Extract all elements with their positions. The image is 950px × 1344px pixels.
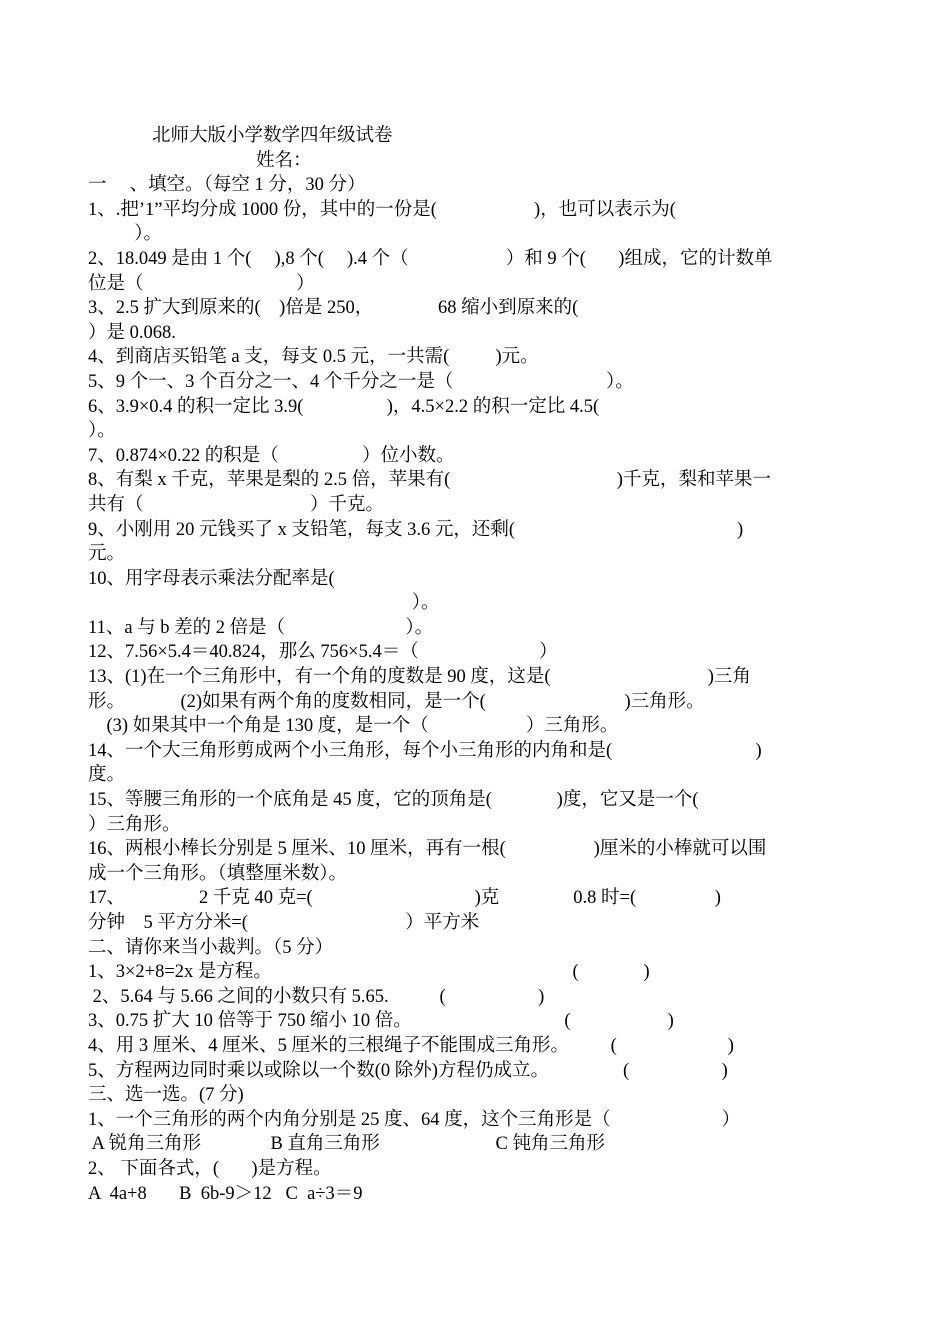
judge-2: 2、5.64 与 5.66 之间的小数只有 5.65. ( ) <box>88 986 545 1007</box>
question-2: 2、18.049 是由 1 个( ),8 个( ).4 个（ ）和 9 个( )组成，它的计数单 <box>88 248 773 269</box>
section-3-heading: 三、选一选。(7 分) <box>88 1085 244 1106</box>
question-3-cont: ）是 0.068. <box>88 322 176 343</box>
question-13-part-3: (3) 如果其中一个角是 130 度，是一个（ ）三角形。 <box>88 716 619 737</box>
question-11: 11、a 与 b 差的 2 倍是（ ）。 <box>88 617 434 638</box>
question-15-cont: ）三角形。 <box>88 814 181 835</box>
question-2-cont: 位是（ ） <box>88 273 315 294</box>
question-15: 15、等腰三角形的一个底角是 45 度，它的顶角是( )度，它又是一个( <box>88 790 699 811</box>
question-10-cont: ）。 <box>88 593 440 614</box>
judge-4: 4、用 3 厘米、4 厘米、5 厘米的三根绳子不能围成三角形。 ( ) <box>88 1035 734 1056</box>
question-1: 1、.把’1”平均分成 1000 份，其中的一份是( )，也可以表示为( <box>88 199 676 220</box>
choice-2-options: A 4a+8 B 6b-9＞12 C a÷3＝9 <box>88 1183 363 1204</box>
question-8: 8、有梨 x 千克，苹果是梨的 2.5 倍，苹果有( )千克，梨和苹果一 <box>88 470 771 491</box>
exam-title: 北师大版小学数学四年级试卷 <box>152 126 393 146</box>
name-label: 姓名： <box>256 150 312 171</box>
question-13: 13、(1)在一个三角形中，有一个角的度数是 90 度，这是( )三角 <box>88 667 751 688</box>
judge-5: 5、方程两边同时乘以或除以一个数(0 除外)方程仍成立。 ( ) <box>88 1060 728 1081</box>
question-4: 4、到商店买铅笔 a 支，每支 0.5 元，一共需( )元。 <box>88 347 539 368</box>
question-14-cont: 度。 <box>88 765 126 786</box>
question-3: 3、2.5 扩大到原来的( )倍是 250， 68 缩小到原来的( <box>88 298 579 319</box>
section-1-heading: 一 、填空。（每空 1 分，30 分） <box>88 175 366 196</box>
question-1-cont: ）。 <box>88 224 163 245</box>
question-9-cont: 元。 <box>88 544 126 565</box>
judge-1: 1、3×2+8=2x 是方程。 ( ) <box>88 962 650 983</box>
question-5: 5、9 个一、3 个百分之一、4 个千分之一是（ ）。 <box>88 371 634 392</box>
question-16: 16、两根小棒长分别是 5 厘米、10 厘米，再有一根( )厘米的小棒就可以围 <box>88 839 767 860</box>
question-17-cont: 分钟 5 平方分米=( ）平方米 <box>88 913 480 933</box>
question-7: 7、0.874×0.22 的积是（ ）位小数。 <box>88 445 455 466</box>
question-6: 6、3.9×0.4 的积一定比 3.9( )，4.5×2.2 的积一定比 4.5( <box>88 396 600 417</box>
choice-1: 1、一个三角形的两个内角分别是 25 度、64 度，这个三角形是（ ） <box>88 1109 741 1130</box>
choice-1-options: A 锐角三角形 B 直角三角形 C 钝角三角形 <box>88 1134 605 1155</box>
question-12: 12、7.56×5.4＝40.824，那么 756×5.4＝（ ） <box>88 642 558 663</box>
choice-2: 2、 下面各式，( )是方程。 <box>88 1158 332 1179</box>
section-2-heading: 二、请你来当小裁判。（5 分） <box>88 937 334 958</box>
judge-3: 3、0.75 扩大 10 倍等于 750 缩小 10 倍。 ( ) <box>88 1011 674 1032</box>
question-17: 17、 2 千克 40 克=( )克 0.8 时=( ) <box>88 888 721 909</box>
question-8-cont: 共有（ ）千克。 <box>88 494 385 515</box>
question-9: 9、小刚用 20 元钱买了 x 支铅笔，每支 3.6 元，还剩( ) <box>88 519 744 540</box>
question-10: 10、用字母表示乘法分配率是( <box>88 568 335 589</box>
question-14: 14、一个大三角形剪成两个小三角形，每个小三角形的内角和是( ) <box>88 740 762 761</box>
question-6-cont: ）。 <box>88 421 116 442</box>
question-16-cont: 成一个三角形。（填整厘米数）。 <box>88 863 348 884</box>
exam-document <box>88 124 888 1206</box>
question-13-part-2: 形。 (2)如果有两个角的度数相同，是一个( )三角形。 <box>88 691 705 712</box>
